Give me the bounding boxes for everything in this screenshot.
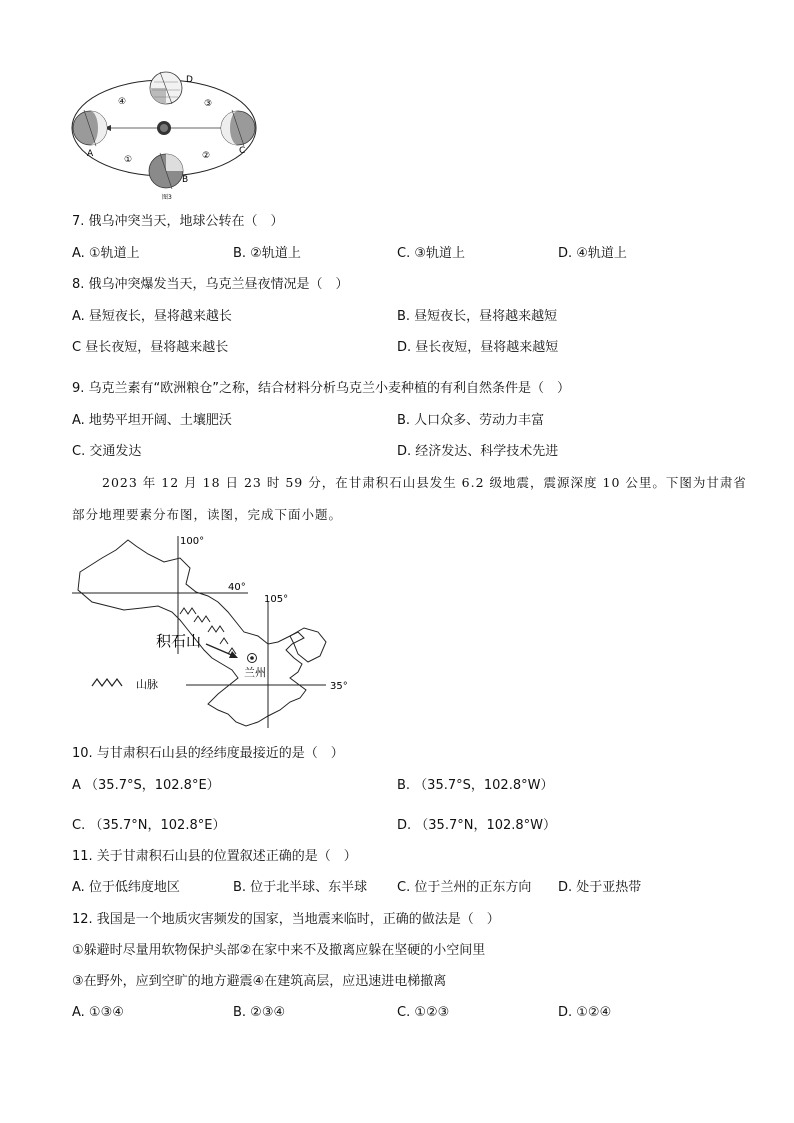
question-7-option-b[interactable]: B. ②轨道上 — [233, 246, 301, 261]
question-10-option-d[interactable]: D. （35.7°N，102.8°W） — [397, 818, 557, 833]
question-8-option-a[interactable]: A. 昼短夜长，昼将越来越长 — [72, 309, 232, 324]
label-c: C — [239, 146, 246, 156]
question-11-stem: 11. 关于甘肃积石山县的位置叙述正确的是（ ） — [72, 849, 357, 864]
question-8-option-c[interactable]: C 昼长夜短，昼将越来越长 — [72, 340, 229, 355]
question-11-option-d[interactable]: D. 处于亚热带 — [558, 880, 642, 895]
question-7-option-a[interactable]: A. ①轨道上 — [72, 246, 140, 261]
orbit-label-2: ② — [202, 151, 211, 161]
gansu-map — [68, 532, 358, 732]
question-7-stem: 7. 俄乌冲突当天，地球公转在（ ） — [72, 214, 284, 229]
question-7-option-d[interactable]: D. ④轨道上 — [558, 246, 627, 261]
question-11-option-b[interactable]: B. 位于北半球、东半球 — [233, 880, 368, 895]
figure-caption: 图3 — [162, 194, 172, 201]
pointer-arrow — [206, 644, 234, 656]
question-12-statement-1: ①躲避时尽量用软物保护头部②在家中来不及撤离应躲在坚硬的小空间里 — [72, 943, 486, 958]
label-lat-35: 35° — [330, 681, 348, 692]
label-lon-105: 105° — [264, 594, 289, 605]
earth-b-icon — [149, 153, 183, 189]
question-9-option-a[interactable]: A. 地势平坦开阔、土壤肥沃 — [72, 413, 232, 428]
question-8-stem: 8. 俄乌冲突爆发当天，乌克兰昼夜情况是（ ） — [72, 277, 349, 292]
earth-c-icon — [221, 110, 255, 146]
orbit-figure — [66, 70, 276, 202]
earth-a-icon — [73, 110, 107, 146]
legend-mountain-icon — [92, 679, 122, 686]
question-10-option-c[interactable]: C. （35.7°N，102.8°E） — [72, 818, 226, 833]
question-7-option-c[interactable]: C. ③轨道上 — [397, 246, 465, 261]
label-lanzhou: 兰州 — [244, 666, 266, 679]
question-10-option-b[interactable]: B. （35.7°S，102.8°W） — [397, 778, 554, 793]
label-jishishan: 积石山 — [156, 632, 202, 650]
question-12-option-d[interactable]: D. ①②④ — [558, 1005, 612, 1020]
question-12-option-b[interactable]: B. ②③④ — [233, 1005, 286, 1020]
label-lat-40: 40° — [228, 582, 246, 593]
question-10-option-a[interactable]: A （35.7°S，102.8°E） — [72, 778, 220, 793]
label-b: B — [182, 175, 189, 185]
legend-mountain-label: 山脉 — [136, 678, 158, 691]
question-9-option-c[interactable]: C. 交通发达 — [72, 444, 142, 459]
label-lon-100: 100° — [180, 536, 205, 547]
question-9-stem: 9. 乌克兰素有“欧洲粮仓”之称，结合材料分析乌克兰小麦种植的有利自然条件是（ ） — [72, 381, 571, 396]
question-12-stem: 12. 我国是一个地质灾害频发的国家，当地震来临时，正确的做法是（ ） — [72, 912, 500, 927]
label-a: A — [87, 149, 94, 159]
question-10-stem: 10. 与甘肃积石山县的经纬度最接近的是（ ） — [72, 746, 344, 761]
question-12-option-a[interactable]: A. ①③④ — [72, 1005, 124, 1020]
question-8-option-b[interactable]: B. 昼短夜长，昼将越来越短 — [397, 309, 558, 324]
orbit-label-4: ④ — [118, 97, 127, 107]
question-12-option-c[interactable]: C. ①②③ — [397, 1005, 450, 1020]
orbit-label-3: ③ — [204, 99, 213, 109]
earth-d-icon — [150, 72, 182, 104]
orbit-label-1: ① — [124, 155, 133, 165]
question-9-option-d[interactable]: D. 经济发达、科学技术先进 — [397, 444, 559, 459]
question-11-option-a[interactable]: A. 位于低纬度地区 — [72, 880, 180, 895]
question-8-option-d[interactable]: D. 昼长夜短，昼将越来越短 — [397, 340, 559, 355]
intro-line-1: 2023 年 12 月 18 日 23 时 59 分，在甘肃积石山县发生 6.2 级地震，震源深度 10 公里。下图为甘肃省 — [102, 475, 747, 490]
question-9-option-b[interactable]: B. 人口众多、劳动力丰富 — [397, 413, 545, 428]
question-12-statement-2: ③在野外，应到空旷的地方避震④在建筑高层，应迅速进电梯撤离 — [72, 974, 447, 989]
intro-line-2: 部分地理要素分布图，读图，完成下面小题。 — [72, 507, 343, 522]
question-11-option-c[interactable]: C. 位于兰州的正东方向 — [397, 880, 532, 895]
label-d: D — [186, 75, 193, 85]
